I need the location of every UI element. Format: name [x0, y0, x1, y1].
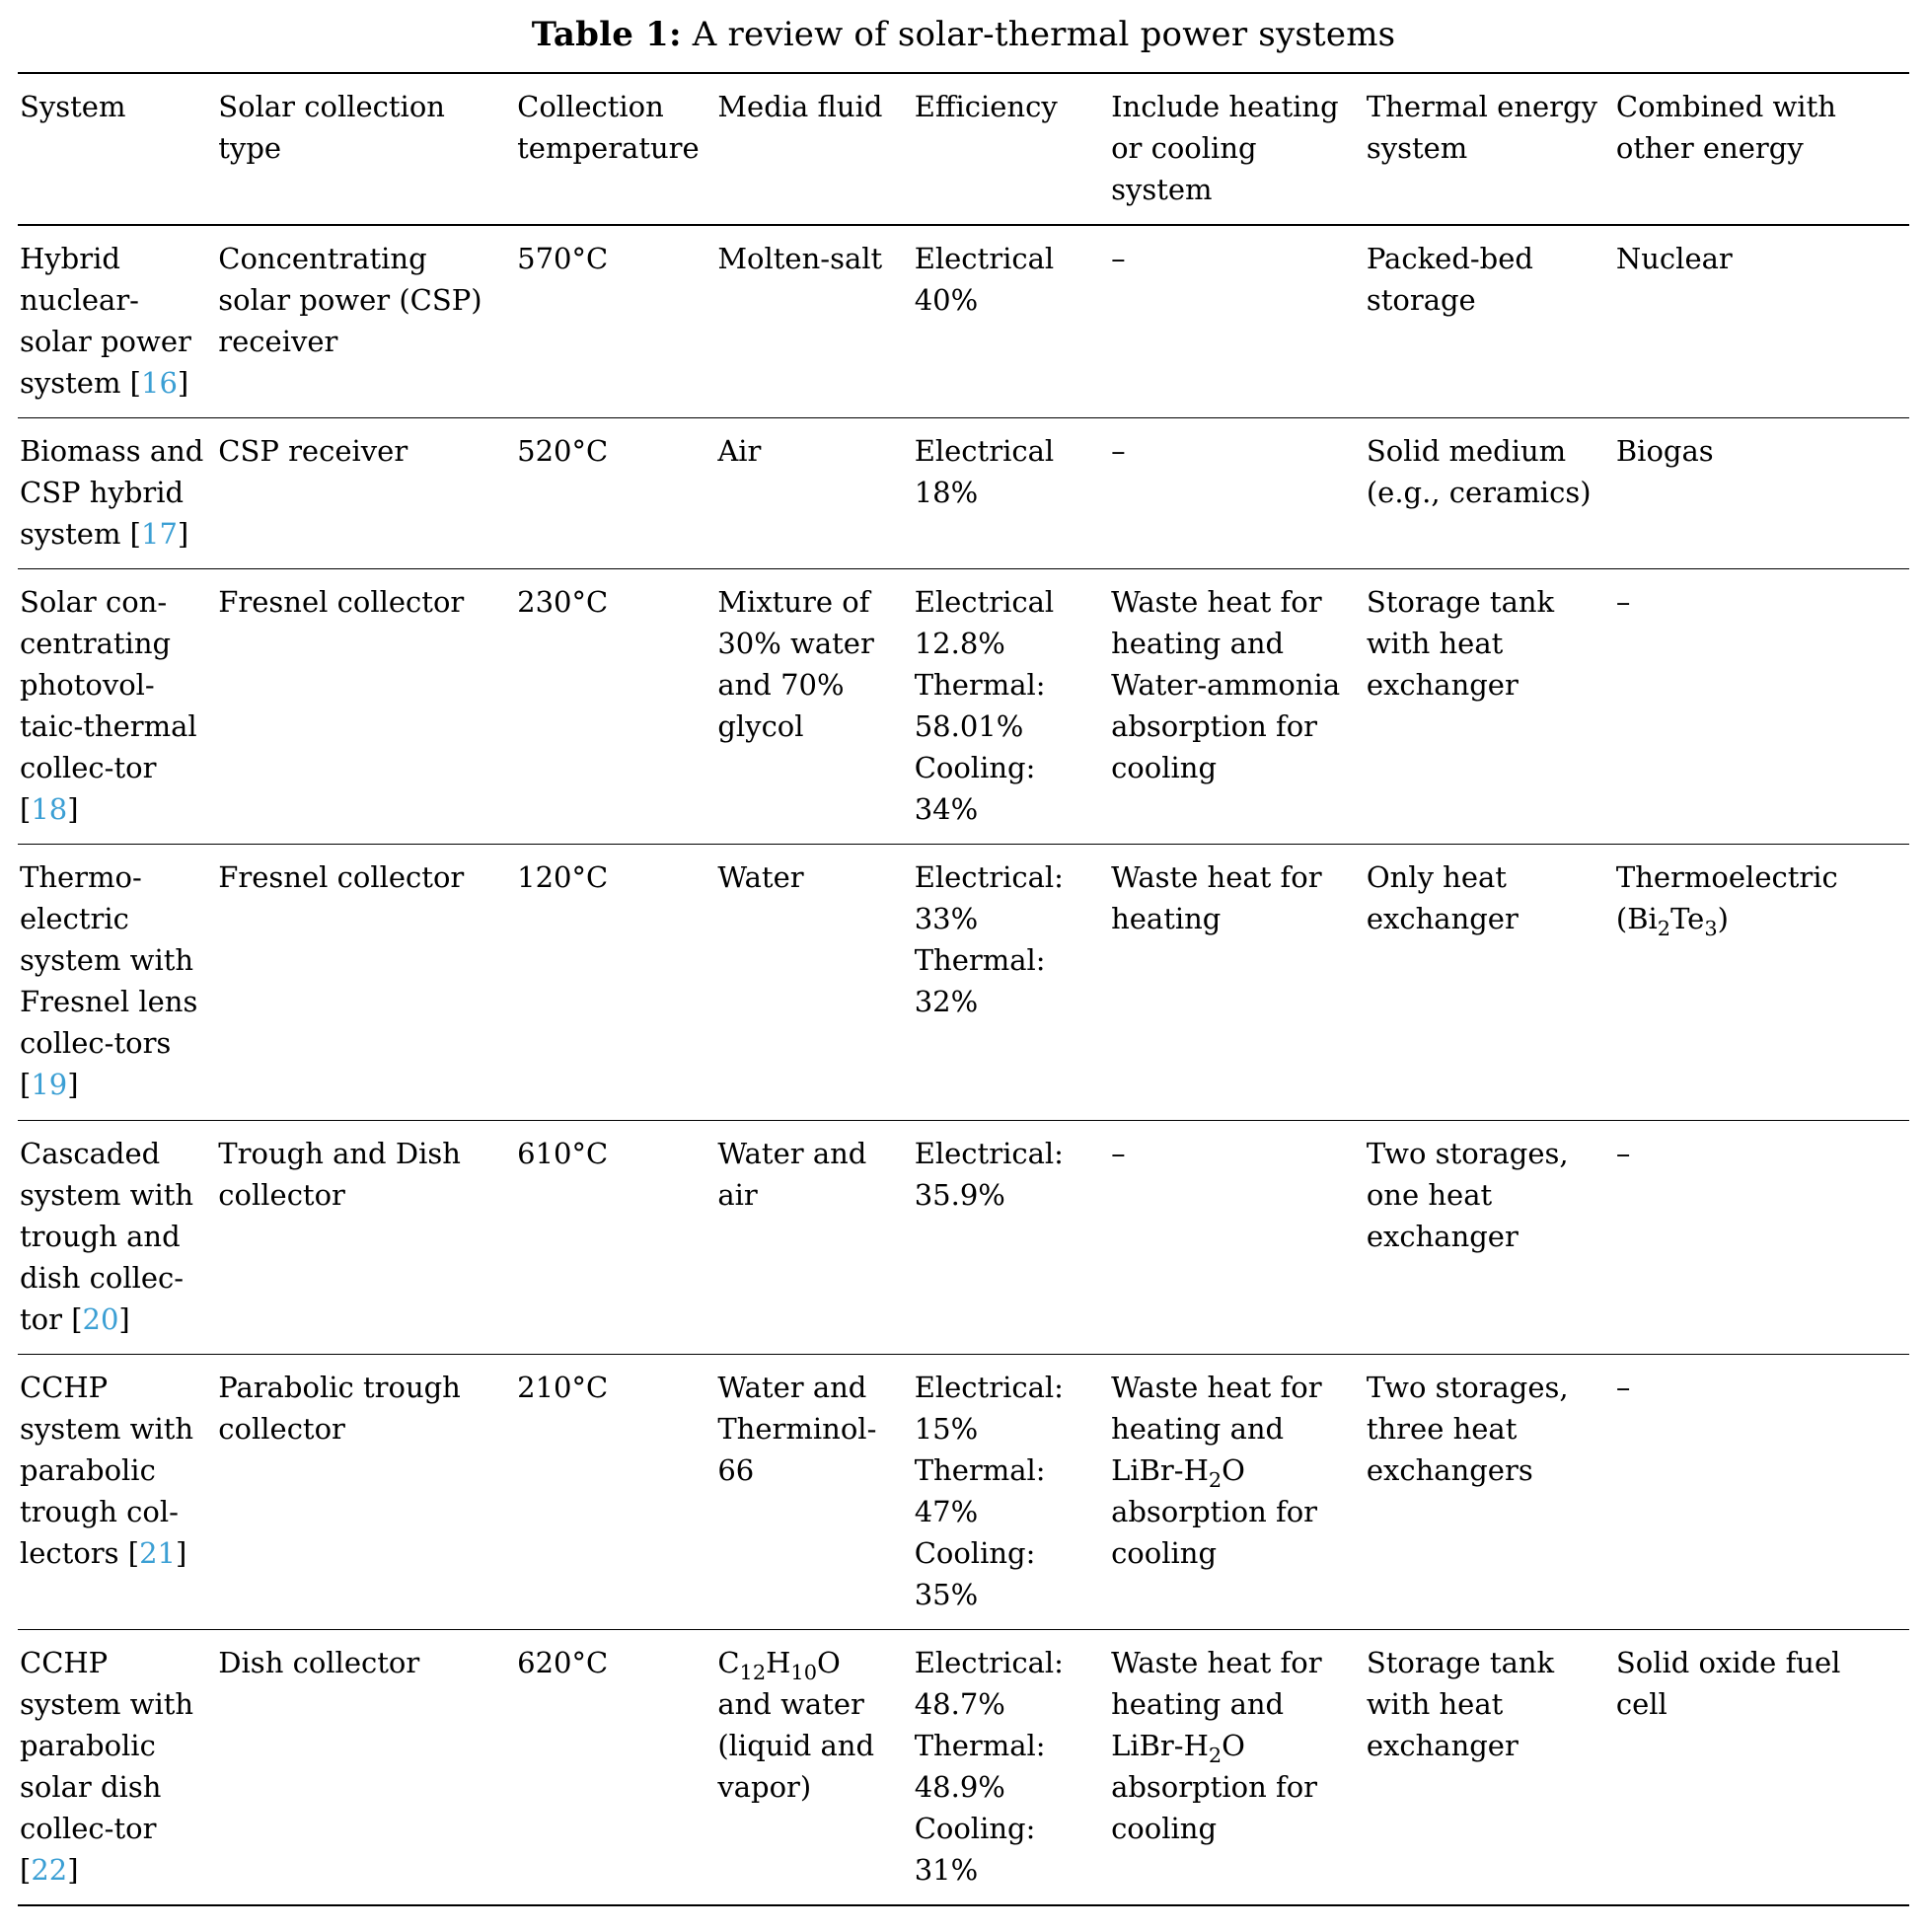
- cell-media: [715, 1630, 912, 1906]
- cell-media: Mixture of 30% water and 70% glycol: [715, 568, 912, 844]
- system-tail: ]: [67, 1853, 78, 1887]
- cell-thermal-system: Two storages, three heat exchangers: [1365, 1354, 1614, 1629]
- cell-thermal-system: Storage tank with heat exchanger: [1365, 1630, 1614, 1906]
- table-caption: [18, 8, 1909, 72]
- cell-heating-cooling: Waste heat for heating: [1109, 845, 1365, 1120]
- citation-link[interactable]: 18: [31, 792, 67, 826]
- combined-middle: Te: [1670, 902, 1704, 935]
- cell-combined-energy: –: [1614, 1354, 1909, 1629]
- system-tail: ]: [67, 1068, 78, 1101]
- subscript: 3: [1704, 917, 1717, 940]
- bottom-rule-row: [18, 1905, 1909, 1932]
- cell-efficiency: Electrical: 15% Thermal: 47% Cooling: 35%: [913, 1354, 1109, 1629]
- media-suffix: O and water (liquid and vapor): [717, 1646, 874, 1804]
- citation-link[interactable]: 20: [83, 1302, 119, 1336]
- cell-thermal-system: Two storages, one heat exchanger: [1365, 1120, 1614, 1354]
- cell-combined-energy: Solid oxide fuel cell: [1614, 1630, 1909, 1906]
- column-header-include-heating-or-cooling-system: Include heating or cooling system: [1109, 73, 1365, 225]
- system-text: Thermo-electric system with Fresnel lens collec-tors [: [20, 860, 197, 1101]
- table-row: [18, 568, 1909, 844]
- citation-link[interactable]: 21: [139, 1536, 176, 1570]
- heat-cool-prefix: Waste heat for heating and LiBr-H: [1111, 1371, 1322, 1487]
- column-header-efficiency: Efficiency: [913, 73, 1109, 225]
- table-row: [18, 225, 1909, 418]
- table-body: [18, 225, 1909, 1932]
- heat-cool-suffix: O absorption for cooling: [1111, 1729, 1317, 1845]
- caption-title: A review of solar-thermal power systems: [693, 15, 1396, 54]
- system-tail: ]: [176, 1536, 186, 1570]
- cell-thermal-system: Packed-bed storage: [1365, 225, 1614, 418]
- cell-combined-energy: [1614, 845, 1909, 1120]
- cell-efficiency: Electrical 18%: [913, 417, 1109, 568]
- system-tail: ]: [178, 366, 188, 400]
- cell-temperature: 210°C: [515, 1354, 715, 1629]
- cell-temperature: 570°C: [515, 225, 715, 418]
- cell-combined-energy: Nuclear: [1614, 225, 1909, 418]
- heat-cool-prefix: Waste heat for heating and LiBr-H: [1111, 1646, 1322, 1762]
- column-header-media-fluid: Media fluid: [715, 73, 912, 225]
- solar-thermal-review-table: [18, 72, 1909, 1932]
- bottom-rule: [18, 1905, 1909, 1932]
- column-header-solar-collection-type: Solar collection type: [216, 73, 515, 225]
- system-text: Biomass and CSP hybrid system [: [20, 434, 203, 551]
- cell-combined-energy: –: [1614, 568, 1909, 844]
- subscript: 12: [740, 1661, 767, 1684]
- header-row: [18, 73, 1909, 225]
- cell-system: [18, 1120, 216, 1354]
- column-header-collection-temperature: Collection temperature: [515, 73, 715, 225]
- system-text: Hybrid nuclear-solar power system [: [20, 242, 191, 400]
- cell-thermal-system: Solid medium (e.g., ceramics): [1365, 417, 1614, 568]
- cell-thermal-system: Storage tank with heat exchanger: [1365, 568, 1614, 844]
- system-text: Cascaded system with trough and dish collec-tor [: [20, 1137, 193, 1336]
- cell-efficiency: Electrical: 48.7% Thermal: 48.9% Cooling: 31%: [913, 1630, 1109, 1906]
- cell-heating-cooling: [1109, 1354, 1365, 1629]
- subscript: 10: [790, 1661, 817, 1684]
- cell-temperature: 620°C: [515, 1630, 715, 1906]
- combined-suffix: ): [1718, 902, 1729, 935]
- cell-collection-type: CSP receiver: [216, 417, 515, 568]
- cell-heating-cooling: –: [1109, 225, 1365, 418]
- cell-system: [18, 417, 216, 568]
- cell-efficiency: Electrical 12.8% Thermal: 58.01% Cooling: 34%: [913, 568, 1109, 844]
- cell-media: Water and Therminol-66: [715, 1354, 912, 1629]
- table-head: [18, 73, 1909, 225]
- column-header-thermal-energy-system: Thermal energy system: [1365, 73, 1614, 225]
- citation-link[interactable]: 19: [31, 1068, 67, 1101]
- subscript: 2: [1209, 1744, 1222, 1767]
- cell-heating-cooling: [1109, 1630, 1365, 1906]
- cell-heating-cooling: –: [1109, 1120, 1365, 1354]
- cell-temperature: 610°C: [515, 1120, 715, 1354]
- system-tail: ]: [178, 517, 188, 551]
- media-prefix: C: [717, 1646, 739, 1679]
- citation-link[interactable]: 22: [31, 1853, 67, 1887]
- table-row: [18, 417, 1909, 568]
- media-middle: H: [766, 1646, 790, 1679]
- cell-system: [18, 1354, 216, 1629]
- cell-system: [18, 225, 216, 418]
- subscript: 2: [1658, 917, 1670, 940]
- system-text: CCHP system with parabolic solar dish collec-tor [: [20, 1646, 193, 1887]
- caption-label: Table 1:: [532, 15, 682, 54]
- cell-collection-type: Dish collector: [216, 1630, 515, 1906]
- cell-media: Molten-salt: [715, 225, 912, 418]
- system-tail: ]: [118, 1302, 129, 1336]
- cell-combined-energy: Biogas: [1614, 417, 1909, 568]
- cell-heating-cooling: –: [1109, 417, 1365, 568]
- cell-system: [18, 568, 216, 844]
- cell-collection-type: Concentrating solar power (CSP) receiver: [216, 225, 515, 418]
- cell-system: [18, 845, 216, 1120]
- subscript: 2: [1209, 1468, 1222, 1492]
- table-row: [18, 1120, 1909, 1354]
- cell-thermal-system: Only heat exchanger: [1365, 845, 1614, 1120]
- cell-temperature: 120°C: [515, 845, 715, 1120]
- citation-link[interactable]: 16: [141, 366, 178, 400]
- combined-prefix: Thermoelectric (Bi: [1616, 860, 1838, 935]
- cell-efficiency: Electrical: 35.9%: [913, 1120, 1109, 1354]
- cell-heating-cooling: Waste heat for heating and Water-ammonia absorption for cooling: [1109, 568, 1365, 844]
- heat-cool-suffix: O absorption for cooling: [1111, 1453, 1317, 1570]
- system-text: CCHP system with parabolic trough col-lectors [: [20, 1371, 193, 1570]
- table-row: [18, 845, 1909, 1120]
- cell-temperature: 230°C: [515, 568, 715, 844]
- table-row: [18, 1354, 1909, 1629]
- cell-media: Water and air: [715, 1120, 912, 1354]
- cell-media: Air: [715, 417, 912, 568]
- cell-efficiency: Electrical: 33% Thermal: 32%: [913, 845, 1109, 1120]
- cell-media: Water: [715, 845, 912, 1120]
- citation-link[interactable]: 17: [141, 517, 178, 551]
- cell-collection-type: Fresnel collector: [216, 845, 515, 1120]
- system-tail: ]: [67, 792, 78, 826]
- cell-system: [18, 1630, 216, 1906]
- table-row: [18, 1630, 1909, 1906]
- system-text: Solar con-centrating photovol-taic-thermal collec-tor [: [20, 585, 197, 826]
- cell-combined-energy: –: [1614, 1120, 1909, 1354]
- cell-collection-type: Fresnel collector: [216, 568, 515, 844]
- cell-collection-type: Trough and Dish collector: [216, 1120, 515, 1354]
- cell-collection-type: Parabolic trough collector: [216, 1354, 515, 1629]
- column-header-system: System: [18, 73, 216, 225]
- column-header-combined-with-other-energy: Combined with other energy: [1614, 73, 1909, 225]
- cell-efficiency: Electrical 40%: [913, 225, 1109, 418]
- cell-temperature: 520°C: [515, 417, 715, 568]
